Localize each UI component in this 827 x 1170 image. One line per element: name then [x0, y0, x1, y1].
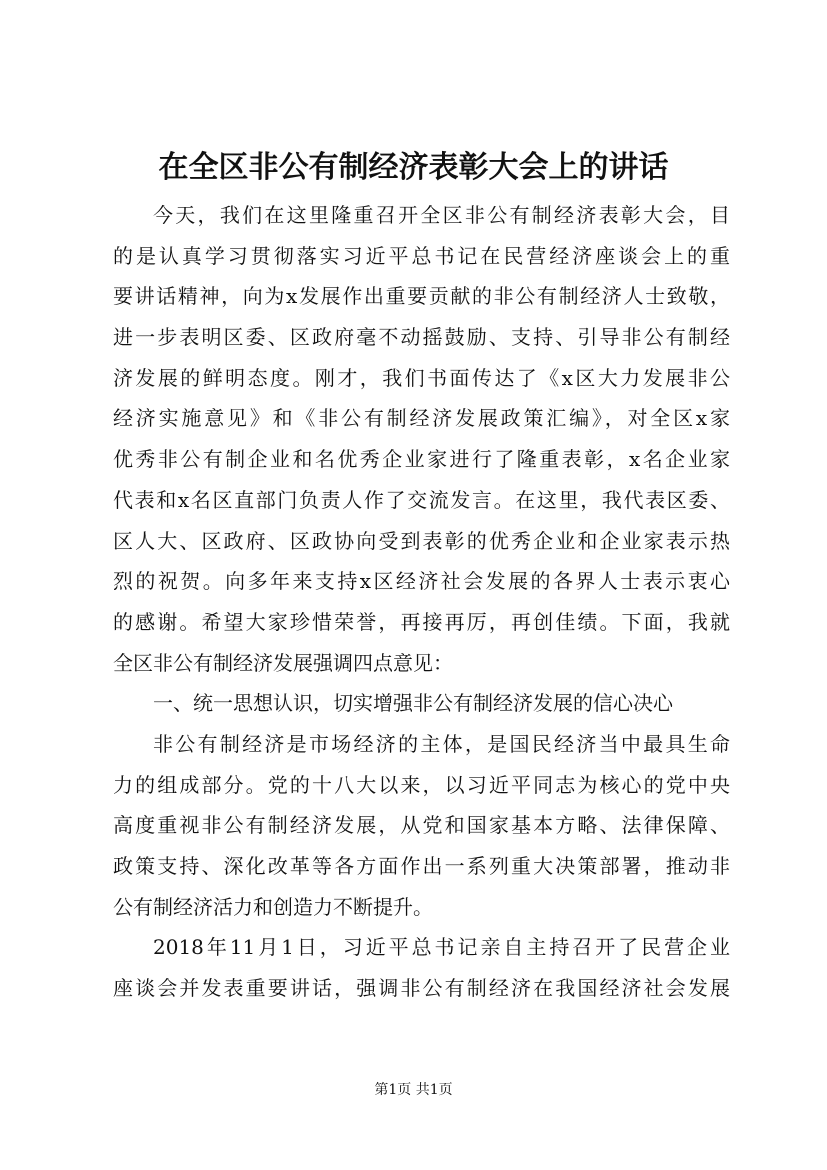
text-line: 济发展的鲜明态度。刚才，我们书面传达了《x区大力发展非公	[113, 365, 730, 390]
text-line: 的是认真学习贯彻落实习近平总书记在民营经济座谈会上的重	[113, 243, 730, 268]
text-line: 2018年11月1日，习近平总书记亲自主持召开了民营企业	[153, 935, 730, 960]
text-line: 今天，我们在这里隆重召开全区非公有制经济表彰大会，目	[153, 203, 730, 227]
text-line: 高度重视非公有制经济发展，从党和国家基本方略、法律保障、	[113, 813, 730, 838]
text-line: 政策支持、深化改革等各方面作出一系列重大决策部署，推动非	[113, 854, 730, 878]
text-line: 座谈会并发表重要讲话，强调非公有制经济在我国经济社会发展	[113, 976, 730, 1001]
page-title: 在全区非公有制经济表彰大会上的讲话	[158, 150, 669, 185]
text-line: 经济实施意见》和《非公有制经济发展政策汇编》，对全区x家	[113, 406, 730, 431]
text-line: 区人大、区政府、区政协向受到表彰的优秀企业和企业家表示热	[113, 528, 730, 553]
text-line: 优秀非公有制企业和名优秀企业家进行了隆重表彰，x名企业家	[113, 447, 730, 472]
text-line: 公有制经济活力和创造力不断提升。	[113, 894, 433, 919]
text-line: 烈的祝贺。向多年来支持x区经济社会发展的各界人士表示衷心	[113, 569, 730, 594]
text-line: 进一步表明区委、区政府毫不动摇鼓励、支持、引导非公有制经	[113, 325, 730, 350]
section-heading: 一、统一思想认识，切实增强非公有制经济发展的信心决心	[153, 691, 673, 716]
page-footer: 第1页 共1页	[374, 1082, 453, 1098]
text-line: 要讲话精神，向为x发展作出重要贡献的非公有制经济人士致敬，	[113, 284, 730, 309]
document-body	[113, 195, 730, 1009]
text-line: 代表和x名区直部门负责人作了交流发言。在这里，我代表区委、	[113, 487, 730, 512]
text-line: 力的组成部分。党的十八大以来，以习近平同志为核心的党中央	[113, 772, 730, 797]
text-line: 全区非公有制经济发展强调四点意见：	[113, 650, 453, 675]
text-line: 的感谢。希望大家珍惜荣誉，再接再厉，再创佳绩。下面，我就	[113, 609, 730, 634]
text-line: 非公有制经济是市场经济的主体，是国民经济当中最具生命	[153, 731, 730, 756]
